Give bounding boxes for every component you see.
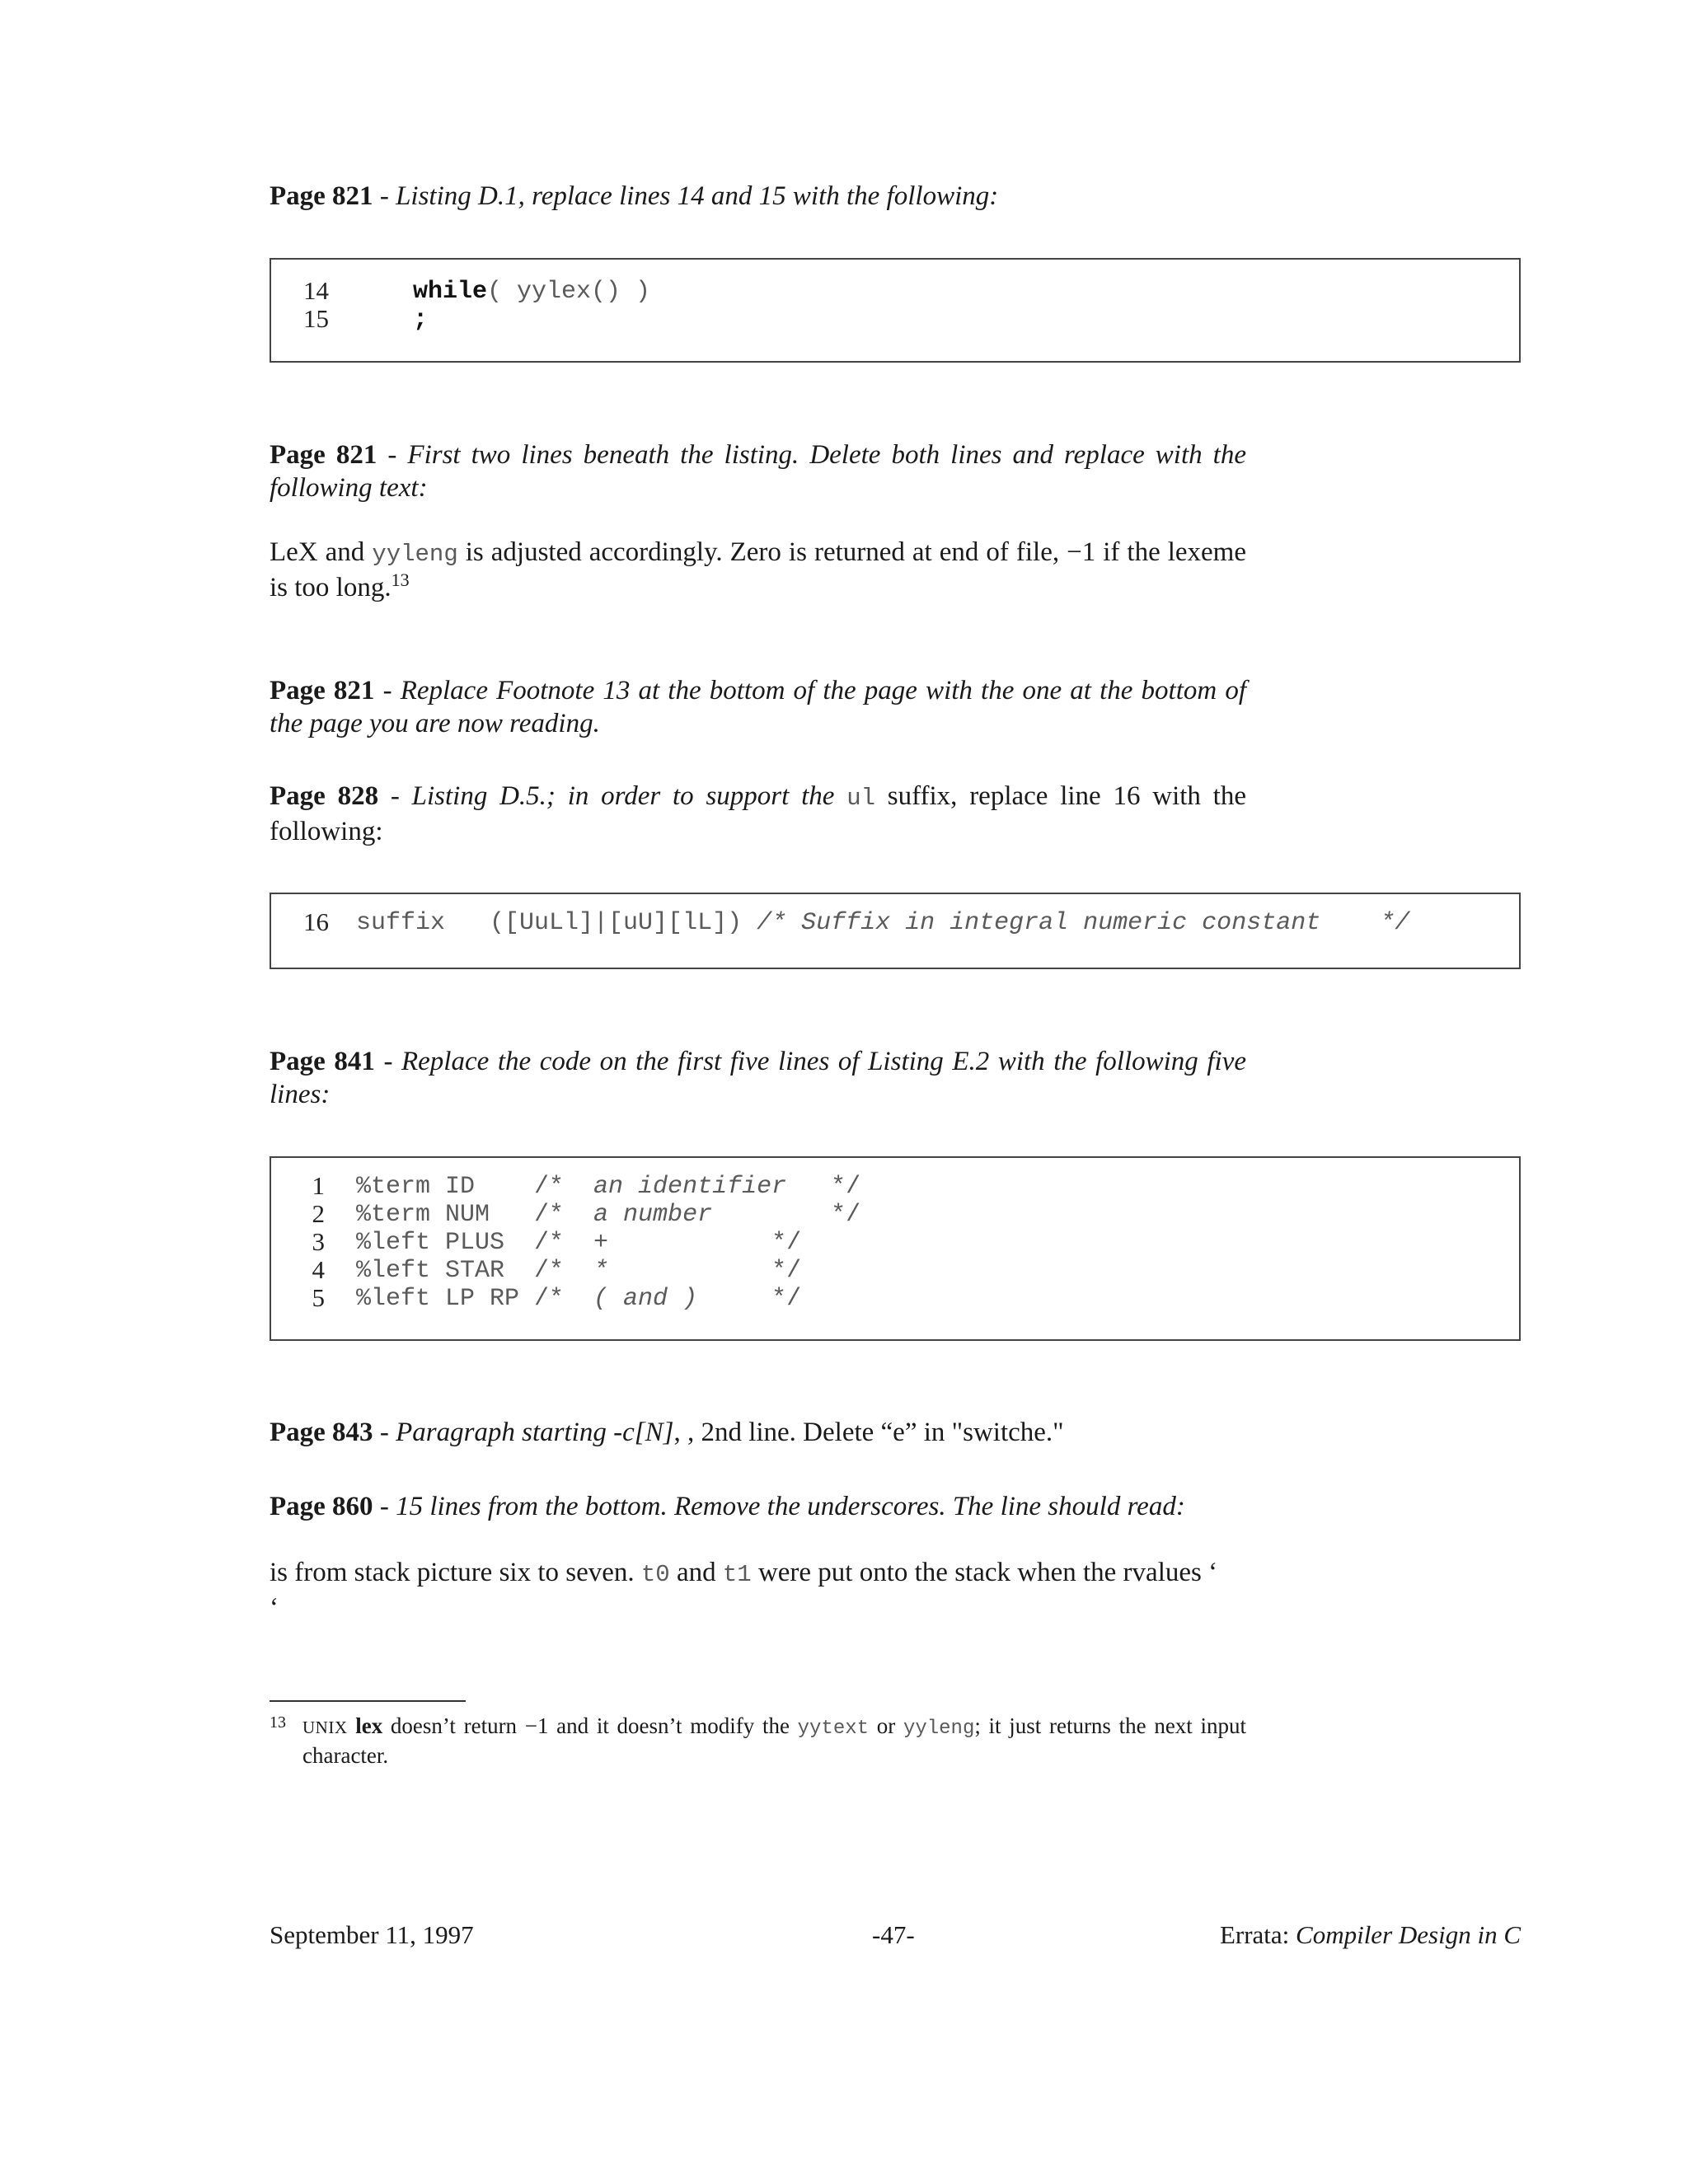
footer-title-book: Compiler Design in C bbox=[1296, 1920, 1521, 1949]
line-number: 2 bbox=[312, 1199, 325, 1228]
line-number: 5 bbox=[312, 1283, 325, 1312]
keyword: while bbox=[413, 278, 488, 306]
code-line bbox=[356, 1173, 860, 1201]
code-comment: * bbox=[593, 1257, 609, 1285]
code-text: */ bbox=[712, 1201, 861, 1229]
page-ref: Page 821 bbox=[270, 676, 375, 705]
code-text: %left STAR /* bbox=[356, 1257, 594, 1285]
line-number: 14 bbox=[303, 276, 329, 305]
code-text: */ bbox=[608, 1229, 802, 1257]
footnote: 13 UNIX lex doesn’t return −1 and it doesn’t modify the yytext or yyleng; it just returns the next input character. bbox=[270, 1713, 1246, 1768]
body-text: were put onto the stack when the rvalues ‘ bbox=[751, 1558, 1218, 1587]
replacement-text bbox=[270, 536, 1246, 604]
body-text: LeX and bbox=[270, 537, 373, 567]
code-comment: an identifier bbox=[593, 1173, 787, 1201]
code-text: suffix ([UuLl]|[uU][lL]) bbox=[356, 909, 757, 937]
inline-code: yyleng bbox=[903, 1718, 975, 1740]
keyword: ; bbox=[413, 306, 429, 334]
replacement-line bbox=[270, 1556, 1246, 1624]
separator: - bbox=[378, 781, 412, 811]
code-comment: ( and ) bbox=[593, 1285, 698, 1313]
instruction: Replace Footnote 13 at the bottom of the page with the one at the bottom of the page you are now reading. bbox=[270, 676, 1246, 738]
instruction-rest: suffix, replace line 16 with the following: bbox=[270, 781, 1246, 846]
footer-page-number: -47- bbox=[872, 1920, 915, 1949]
footer-title bbox=[1220, 1920, 1521, 1950]
body-text: ‘ bbox=[270, 1593, 279, 1623]
code-text: ( yylex() ) bbox=[487, 278, 651, 306]
code-comment: /* Suffix in integral numeric constant */ bbox=[757, 909, 1410, 937]
separator: - bbox=[373, 1418, 396, 1447]
lex-label: lex bbox=[355, 1713, 383, 1738]
line-number: 16 bbox=[303, 907, 329, 936]
body-text: is adjusted accordingly. Zero is returned at end of file, −1 if the lexeme is too long. bbox=[270, 537, 1246, 602]
inline-code: t0 bbox=[640, 1561, 670, 1588]
code-line bbox=[356, 1257, 801, 1285]
line-number: 1 bbox=[312, 1171, 325, 1200]
code-text: */ bbox=[697, 1285, 802, 1313]
instruction-rest: , , 2nd line. Delete “e” in "switche." bbox=[673, 1418, 1064, 1447]
line-number: 15 bbox=[303, 304, 329, 333]
footnote-text bbox=[302, 1713, 1246, 1769]
inline-code: yytext bbox=[797, 1718, 870, 1740]
code-listing-d1 bbox=[270, 258, 1521, 363]
page-ref: Page 841 bbox=[270, 1047, 375, 1076]
code-line bbox=[356, 1201, 860, 1229]
inline-code: ul bbox=[846, 785, 875, 812]
code-listing-d5 bbox=[270, 893, 1521, 969]
footer-date: September 11, 1997 bbox=[270, 1920, 474, 1949]
page-ref: Page 821 bbox=[270, 440, 377, 470]
separator: - bbox=[374, 1047, 401, 1076]
code-line bbox=[356, 909, 1409, 937]
code-text: %term NUM /* bbox=[356, 1201, 594, 1229]
page-ref: Page 843 bbox=[270, 1418, 373, 1447]
entry-page-843 bbox=[270, 1416, 1246, 1449]
entry-page-860 bbox=[270, 1490, 1246, 1523]
separator: - bbox=[374, 676, 401, 705]
instruction: 15 lines from the bottom. Remove the underscores. The line should read: bbox=[396, 1492, 1185, 1521]
footnote-body: doesn’t return −1 and it doesn’t modify the bbox=[382, 1713, 798, 1738]
code-text: */ bbox=[608, 1257, 802, 1285]
footnote-body: ; it just returns the next input character. bbox=[302, 1713, 1246, 1768]
body-text: and bbox=[669, 1558, 723, 1587]
line-number: 3 bbox=[312, 1227, 325, 1256]
line-number: 4 bbox=[312, 1255, 325, 1284]
separator: - bbox=[377, 440, 408, 470]
code-text: %left PLUS /* bbox=[356, 1229, 594, 1257]
code-line bbox=[413, 306, 428, 334]
inline-code: t1 bbox=[722, 1561, 752, 1588]
footnote-body: or bbox=[869, 1713, 903, 1738]
entry-page-821-b bbox=[270, 438, 1246, 504]
unix-label: UNIX bbox=[302, 1718, 348, 1737]
separator: - bbox=[373, 1492, 396, 1521]
entry-page-821-a bbox=[270, 180, 1246, 213]
inline-code: yyleng bbox=[372, 541, 458, 568]
instruction: First two lines beneath the listing. Delete both lines and replace with the following text: bbox=[270, 440, 1246, 503]
entry-page-828 bbox=[270, 780, 1246, 848]
code-line bbox=[413, 278, 650, 306]
code-text: %left LP RP /* bbox=[356, 1285, 594, 1313]
code-text: %term ID /* bbox=[356, 1173, 594, 1201]
footer-title-prefix: Errata: bbox=[1219, 1920, 1296, 1949]
entry-page-821-c bbox=[270, 674, 1246, 740]
code-comment: a number bbox=[593, 1201, 713, 1229]
entry-page-841 bbox=[270, 1045, 1246, 1111]
code-line bbox=[356, 1285, 801, 1313]
footnote-ref: 13 bbox=[391, 569, 410, 590]
footnote-rule bbox=[270, 1700, 466, 1702]
code-text: */ bbox=[786, 1173, 861, 1201]
body-text: is from stack picture six to seven. bbox=[270, 1558, 641, 1587]
instruction: Listing D.5.; in order to support the bbox=[411, 781, 847, 811]
code-comment: + bbox=[593, 1229, 609, 1257]
code-listing-e2 bbox=[270, 1156, 1521, 1341]
instruction: Listing D.1, replace lines 14 and 15 with the following: bbox=[396, 181, 999, 211]
instruction: Paragraph starting -c[N] bbox=[396, 1418, 674, 1447]
separator: - bbox=[373, 181, 396, 211]
page-ref: Page 821 bbox=[270, 181, 373, 211]
code-line bbox=[356, 1229, 801, 1257]
page-ref: Page 860 bbox=[270, 1492, 373, 1521]
page-ref: Page 828 bbox=[270, 781, 379, 811]
instruction: Replace the code on the first five lines of Listing E.2 with the following five lines: bbox=[270, 1047, 1246, 1109]
